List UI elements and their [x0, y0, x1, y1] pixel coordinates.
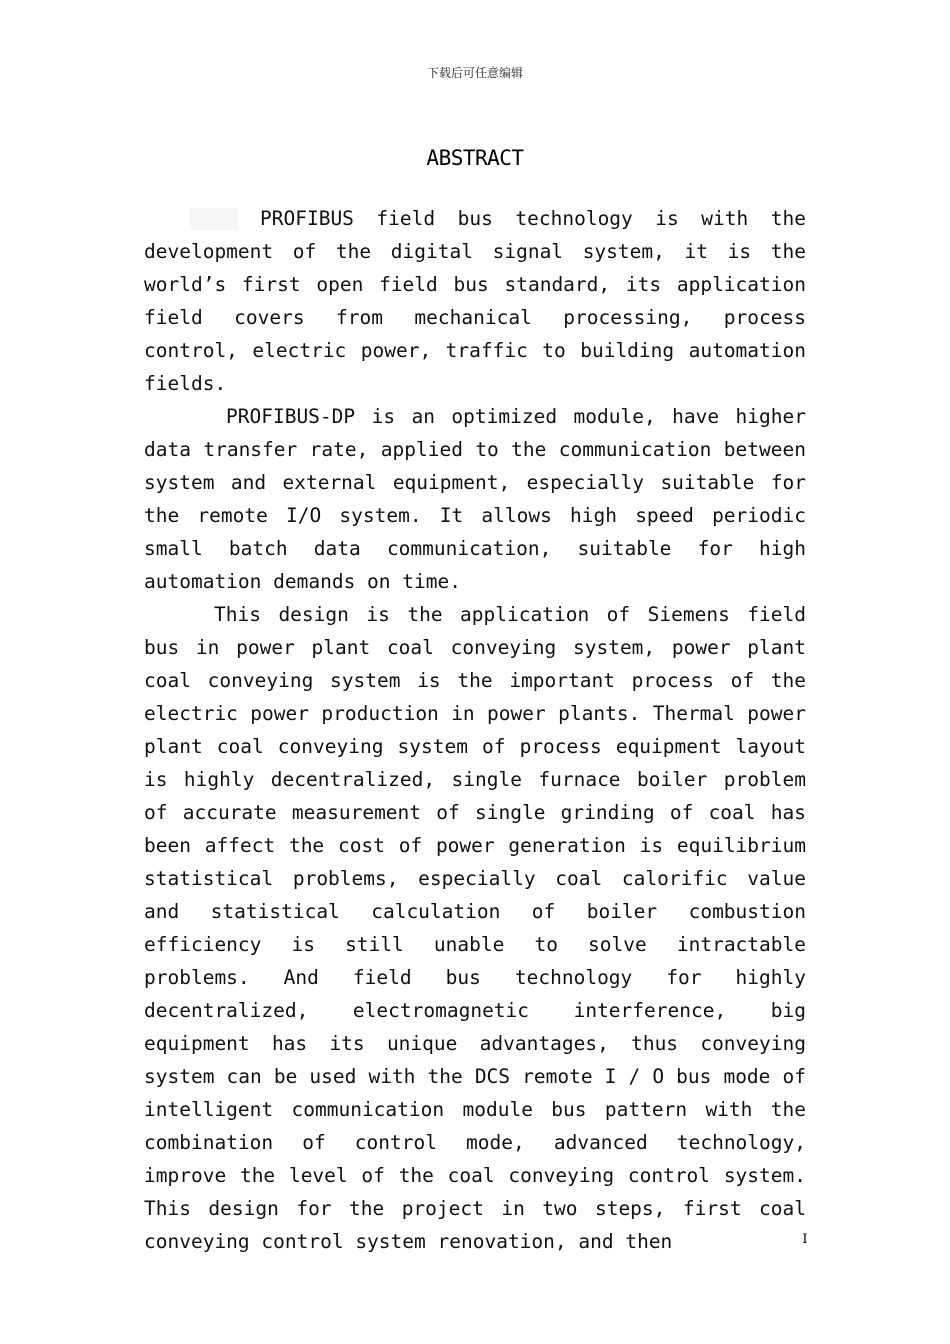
abstract-title: ABSTRACT: [426, 146, 524, 170]
abstract-body: [144, 202, 806, 1258]
page-number: I: [802, 1232, 808, 1247]
paragraph-1: PROFIBUS field bus technology is with the development of the digital signal system, it is the world’s first open field bus standard, its application field covers from mechanical processing, process control, electric power, traffic to building automation fields.: [144, 207, 806, 395]
paragraph-2: PROFIBUS-DP is an optimized module, have higher data transfer rate, applied to the communication between system and external equipment, especially suitable for the remote I/O system. It allows high speed periodic small batch data communication, suitable for high automation demands on time.: [144, 405, 806, 593]
page-header: 下载后可任意编辑: [426, 66, 523, 80]
paragraph-3: This design is the application of Siemens field bus in power plant coal conveying system, power plant coal conveying system is the important process of the electric power production in power plants. Thermal power plant coal conveying system of process equipment layout is highly decentralized, single furnace boiler problem of accurate measurement of single grinding of coal has been affect the cost of power generation is equilibrium statistical problems, especially coal calorific value and statistical calculation of boiler combustion efficiency is still unable to solve intractable problems. And field bus technology for highly decentralized, electromagnetic interference, big equipment has its unique advantages, thus conveying system can be used with the DCS remote I / O bus mode of intelligent communication module bus pattern with the combination of control mode, advanced technology, improve the level of the coal conveying control system. This design for the project in two steps, first coal conveying control system renovation, and then: [144, 603, 806, 1253]
